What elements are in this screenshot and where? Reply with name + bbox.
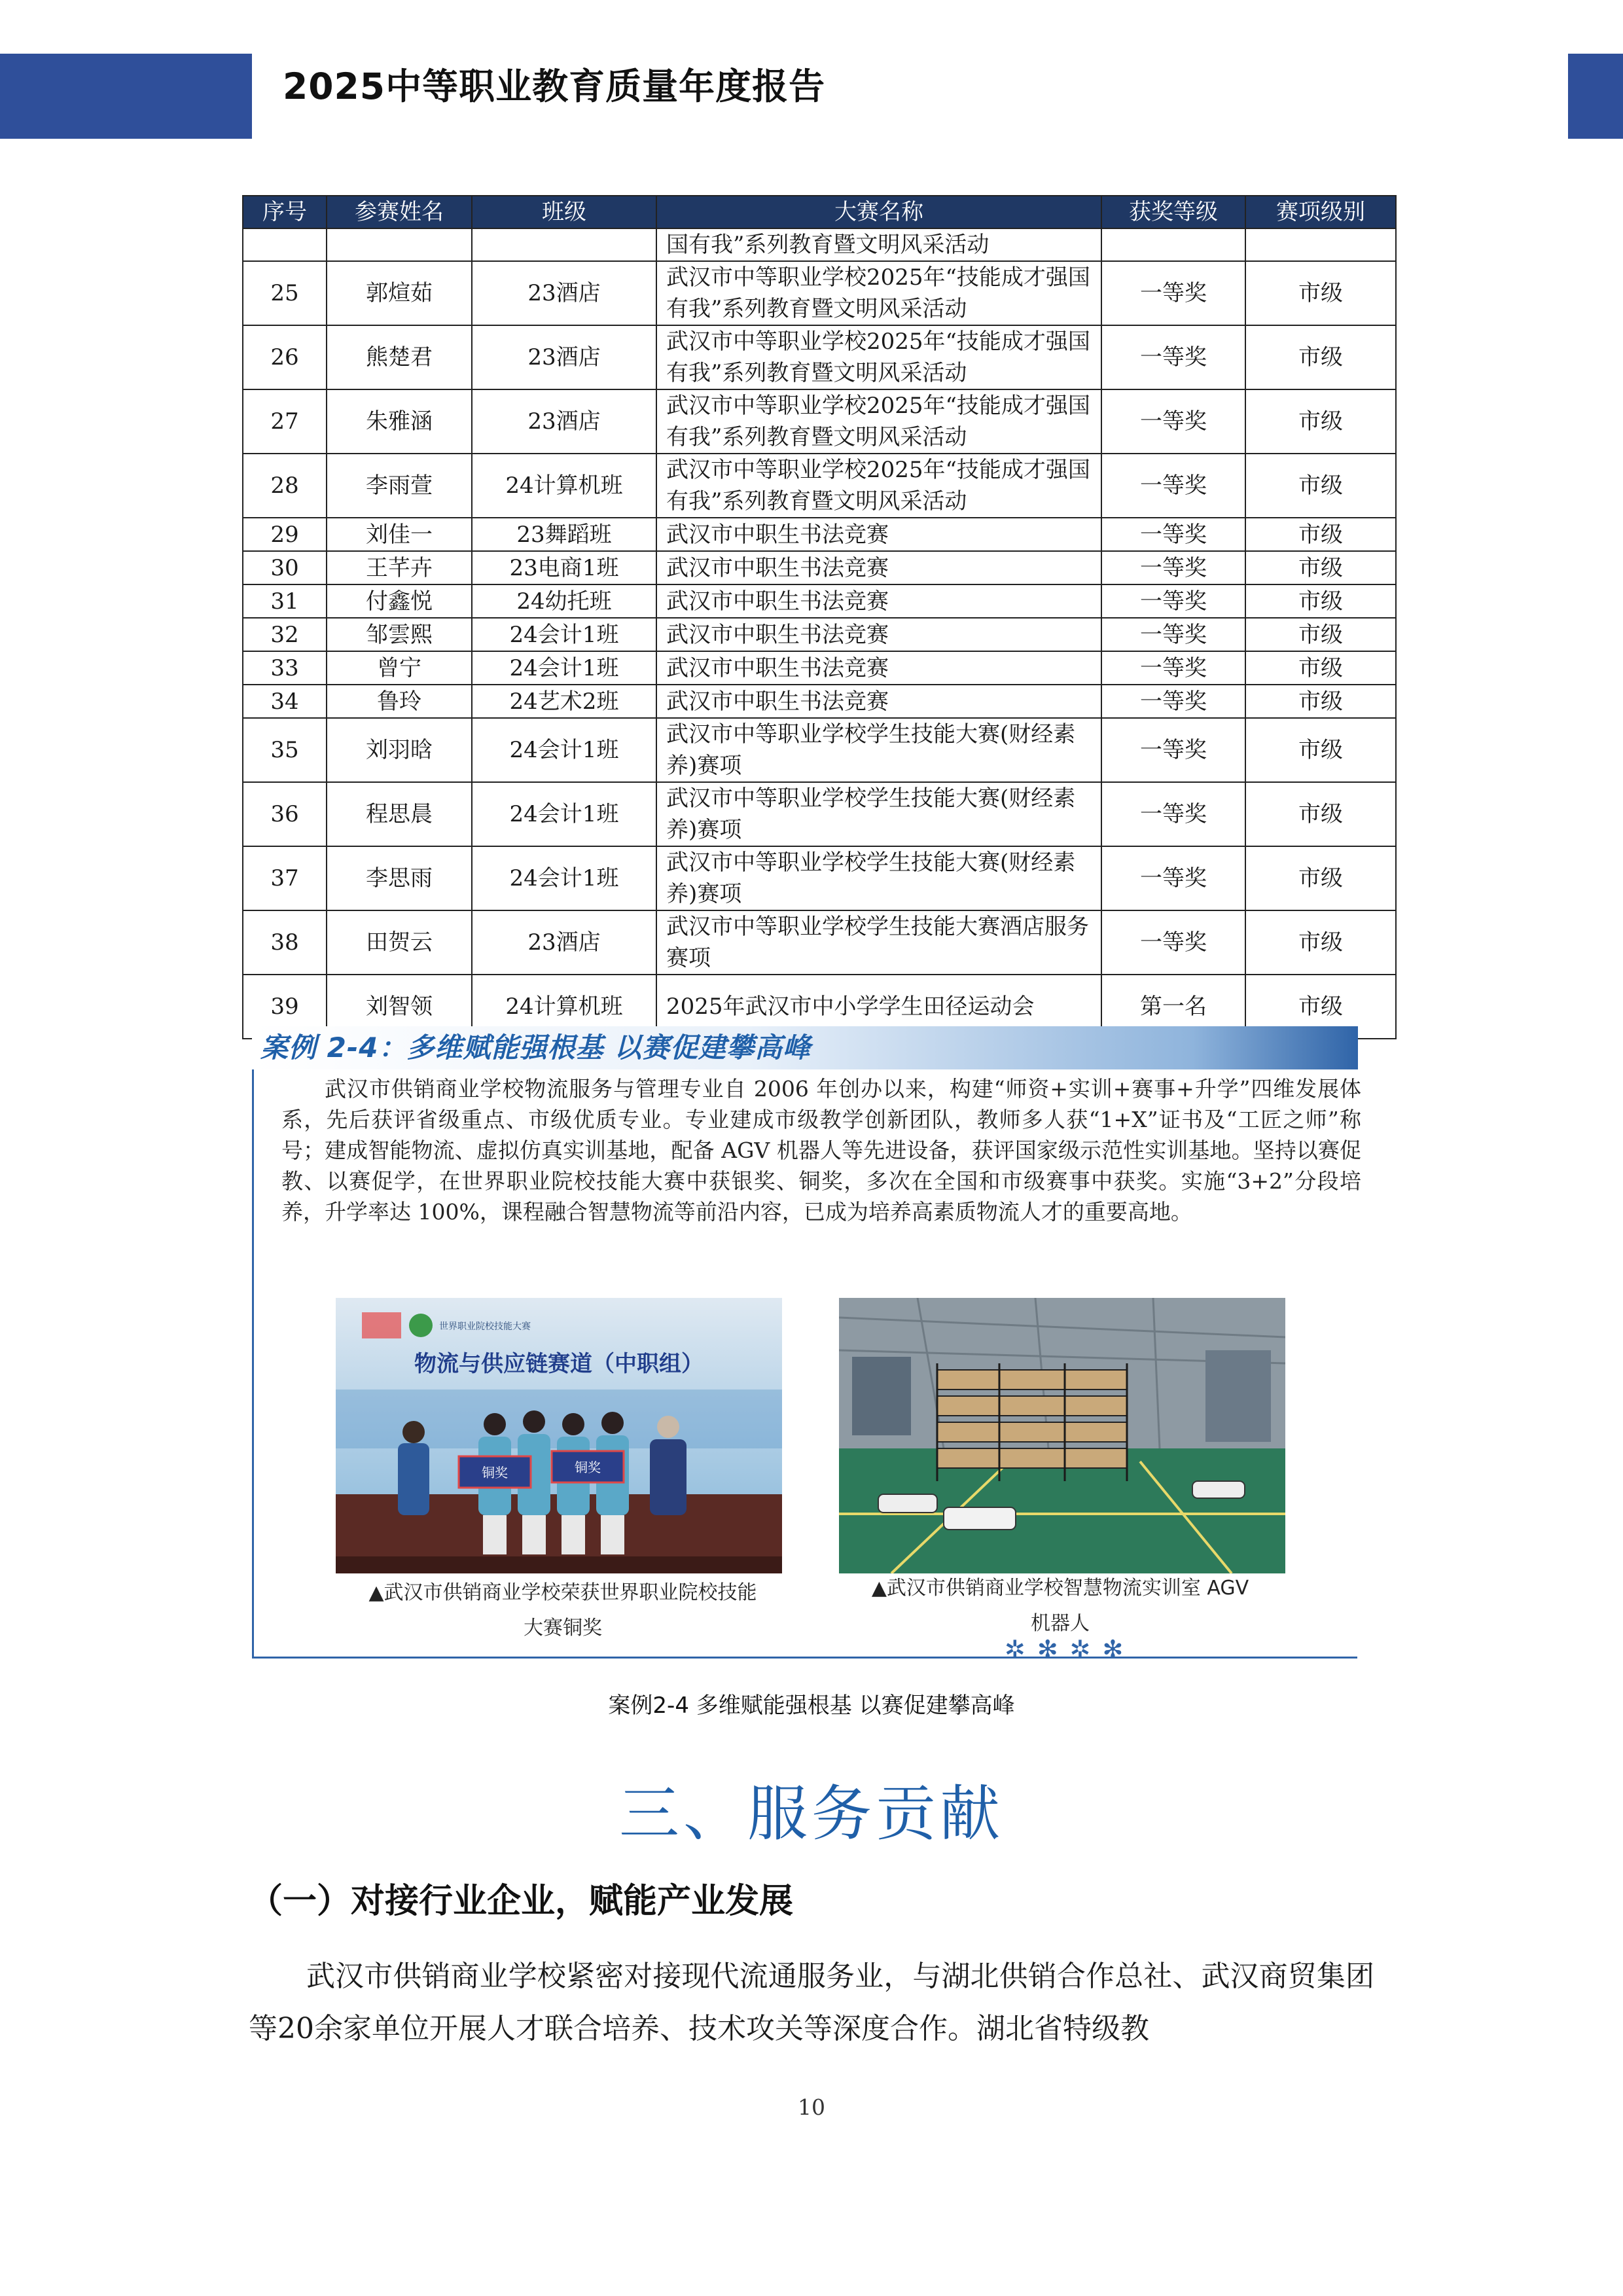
- photo2-caption-line1: ▲武汉市供销商业学校智慧物流实训室 AGV: [871, 1577, 1249, 1600]
- cell-level: 市级: [1245, 261, 1396, 325]
- cell-class: [472, 228, 656, 261]
- cell-no: 25: [243, 261, 327, 325]
- cell-name: 邹雲熙: [327, 618, 472, 651]
- logo-text: 世界职业院校技能大赛: [439, 1321, 531, 1332]
- cell-no: 26: [243, 325, 327, 389]
- table-row: [243, 518, 1396, 551]
- cell-event: 武汉市中职生书法竞赛: [656, 551, 1101, 584]
- cell-name: 程思晨: [327, 782, 472, 846]
- cell-event: 武汉市中等职业学校2025年“技能成才强国有我”系列教育暨文明风采活动: [656, 325, 1101, 389]
- cell-name: 田贺云: [327, 910, 472, 975]
- cell-class: 23酒店: [472, 910, 656, 975]
- agv-robot-3: [1192, 1481, 1245, 1498]
- cell-name: 李雨萱: [327, 454, 472, 518]
- cell-class: 24计算机班: [472, 975, 656, 1039]
- cell-level: 市级: [1245, 846, 1396, 910]
- award-ceremony-photo: [336, 1298, 782, 1573]
- agv-robot-1: [878, 1494, 937, 1513]
- cell-event: 武汉市中职生书法竞赛: [656, 518, 1101, 551]
- cell-name: 王芊卉: [327, 551, 472, 584]
- cell-no: 29: [243, 518, 327, 551]
- cell-name: 熊楚君: [327, 325, 472, 389]
- cell-class: 24会计1班: [472, 846, 656, 910]
- cell-event: 武汉市中等职业学校学生技能大赛酒店服务赛项: [656, 910, 1101, 975]
- cell-level: 市级: [1245, 518, 1396, 551]
- cell-class: 24会计1班: [472, 618, 656, 651]
- cell-award: 一等奖: [1101, 910, 1245, 975]
- agv-robot-2: [944, 1507, 1016, 1530]
- table-row: [243, 454, 1396, 518]
- cell-level: 市级: [1245, 782, 1396, 846]
- cell-event: 武汉市中等职业学校2025年“技能成才强国有我”系列教育暨文明风采活动: [656, 454, 1101, 518]
- cell-award: 一等奖: [1101, 518, 1245, 551]
- cell-event: 武汉市中职生书法竞赛: [656, 618, 1101, 651]
- photo2-caption-line2: 机器人: [1031, 1612, 1090, 1635]
- photo2-caption: [851, 1571, 1270, 1641]
- col-header-name: 参赛姓名: [327, 196, 472, 228]
- stage-banner-text: 物流与供应链赛道（中职组）: [414, 1351, 704, 1377]
- cell-name: 朱雅涵: [327, 389, 472, 454]
- cell-name: 刘佳一: [327, 518, 472, 551]
- cell-event: 国有我”系列教育暨文明风采活动: [656, 228, 1101, 261]
- table-row: [243, 910, 1396, 975]
- cell-no: 35: [243, 718, 327, 782]
- header-band-left: [0, 54, 252, 139]
- cell-name: 李思雨: [327, 846, 472, 910]
- case-text: 武汉市供销商业学校物流服务与管理专业自 2006 年创办以来，构建“师资+实训+赛事+升学”四维发展体系，先后获评省级重点、市级优质专业。专业建成市级教学创新团队，教师多人获“1+X”证书及“工匠之师”称号；建成智能物流、虚拟仿真实训基地，配备 AGV 机器人等先进设备，获评国家级示范性实训基地。坚持以赛促教、以赛促学，在世界职业院校技能大赛中获银奖、铜奖，多次在全国和市级赛事中获奖。实施“3+2”分段培养，升学率达 100%，课程融合智慧物流等前沿内容，已成为培养高素质物流人才的重要高地。: [281, 1076, 1361, 1225]
- cell-award: 一等奖: [1101, 325, 1245, 389]
- photo1-caption-line2: 大赛铜奖: [524, 1617, 602, 1640]
- cell-level: 市级: [1245, 454, 1396, 518]
- cell-class: 24艺术2班: [472, 685, 656, 718]
- cell-no: 34: [243, 685, 327, 718]
- cell-class: 23舞蹈班: [472, 518, 656, 551]
- cell-name: 刘智领: [327, 975, 472, 1039]
- cell-event: 武汉市中等职业学校2025年“技能成才强国有我”系列教育暨文明风采活动: [656, 389, 1101, 454]
- decorative-flower-icons: ✲✻✲✻: [1005, 1635, 1135, 1664]
- cell-event: 2025年武汉市中小学学生田径运动会: [656, 975, 1101, 1039]
- col-header-level: 赛项级别: [1245, 196, 1396, 228]
- cell-name: 付鑫悦: [327, 584, 472, 618]
- cell-class: 23酒店: [472, 389, 656, 454]
- cell-level: 市级: [1245, 718, 1396, 782]
- table-row: [243, 651, 1396, 685]
- report-title: 2025中等职业教育质量年度报告: [283, 65, 826, 107]
- cell-no: 38: [243, 910, 327, 975]
- cell-no: 27: [243, 389, 327, 454]
- table-header-row: [243, 196, 1396, 228]
- cell-level: 市级: [1245, 584, 1396, 618]
- cell-event: 武汉市中职生书法竞赛: [656, 584, 1101, 618]
- photo1-caption-line1: ▲武汉市供销商业学校荣获世界职业院校技能: [368, 1581, 757, 1604]
- table-row: [243, 584, 1396, 618]
- awards-table: [242, 195, 1397, 1039]
- award-board-1: 铜奖: [482, 1465, 508, 1480]
- cell-name: [327, 228, 472, 261]
- table-row: [243, 389, 1396, 454]
- cell-event: 武汉市中等职业学校2025年“技能成才强国有我”系列教育暨文明风采活动: [656, 261, 1101, 325]
- table-row: [243, 718, 1396, 782]
- cell-name: 刘羽晗: [327, 718, 472, 782]
- cell-no: 31: [243, 584, 327, 618]
- cell-event: 武汉市中职生书法竞赛: [656, 651, 1101, 685]
- cell-no: 39: [243, 975, 327, 1039]
- table-row: [243, 782, 1396, 846]
- table-row: [243, 618, 1396, 651]
- cell-level: 市级: [1245, 389, 1396, 454]
- table-row: [243, 846, 1396, 910]
- table-row: [243, 551, 1396, 584]
- cell-award: 一等奖: [1101, 651, 1245, 685]
- award-board-2: 铜奖: [575, 1460, 601, 1475]
- cell-award: 一等奖: [1101, 389, 1245, 454]
- cell-level: 市级: [1245, 551, 1396, 584]
- cell-award: 一等奖: [1101, 551, 1245, 584]
- cell-level: 市级: [1245, 685, 1396, 718]
- cell-award: 一等奖: [1101, 782, 1245, 846]
- cell-award: 一等奖: [1101, 685, 1245, 718]
- cell-no: 37: [243, 846, 327, 910]
- cell-award: [1101, 228, 1245, 261]
- cell-level: 市级: [1245, 910, 1396, 975]
- cell-class: 24会计1班: [472, 718, 656, 782]
- cell-class: 24会计1班: [472, 782, 656, 846]
- cell-level: 市级: [1245, 325, 1396, 389]
- page-number: 10: [798, 2094, 825, 2120]
- table-row: [243, 685, 1396, 718]
- cell-name: 曾宁: [327, 651, 472, 685]
- header-band-right: [1568, 54, 1623, 139]
- agv-warehouse-photo: [839, 1298, 1285, 1573]
- cell-award: 一等奖: [1101, 718, 1245, 782]
- cell-award: 一等奖: [1101, 584, 1245, 618]
- cell-class: 24会计1班: [472, 651, 656, 685]
- table-row: [243, 261, 1396, 325]
- col-header-award: 获奖等级: [1101, 196, 1245, 228]
- cell-award: 一等奖: [1101, 261, 1245, 325]
- cell-name: 鲁玲: [327, 685, 472, 718]
- cell-award: 一等奖: [1101, 454, 1245, 518]
- section-title: 三、服务贡献: [618, 1779, 1004, 1849]
- cell-event: 武汉市中等职业学校学生技能大赛(财经素养)赛项: [656, 718, 1101, 782]
- cell-level: 市级: [1245, 618, 1396, 651]
- cell-name: 郭煊茹: [327, 261, 472, 325]
- cell-event: 武汉市中职生书法竞赛: [656, 685, 1101, 718]
- subsection-title: （一）对接行业企业，赋能产业发展: [249, 1882, 794, 1921]
- cell-award: 一等奖: [1101, 618, 1245, 651]
- cell-level: 市级: [1245, 975, 1396, 1039]
- cell-class: 23酒店: [472, 261, 656, 325]
- photo1-caption: [340, 1575, 785, 1646]
- cell-no: 33: [243, 651, 327, 685]
- cell-level: 市级: [1245, 651, 1396, 685]
- col-header-class: 班级: [472, 196, 656, 228]
- col-header-event: 大赛名称: [656, 196, 1101, 228]
- cell-class: 24幼托班: [472, 584, 656, 618]
- cell-no: 36: [243, 782, 327, 846]
- table-row-continuation: [243, 228, 1396, 261]
- cell-award: 第一名: [1101, 975, 1245, 1039]
- case-figure-caption: 案例2-4 多维赋能强根基 以赛促建攀高峰: [608, 1693, 1015, 1719]
- cell-no: 32: [243, 618, 327, 651]
- case-title: 案例 2-4：多维赋能强根基 以赛促建攀高峰: [260, 1031, 812, 1064]
- body-paragraph: 武汉市供销商业学校紧密对接现代流通服务业，与湖北供销合作总社、武汉商贸集团等20余家单位开展人才联合培养、技术攻关等深度合作。湖北省特级教: [249, 1960, 1374, 2045]
- cell-event: 武汉市中等职业学校学生技能大赛(财经素养)赛项: [656, 782, 1101, 846]
- col-header-no: 序号: [243, 196, 327, 228]
- cell-no: 28: [243, 454, 327, 518]
- cell-no: 30: [243, 551, 327, 584]
- cell-award: 一等奖: [1101, 846, 1245, 910]
- table-row: [243, 325, 1396, 389]
- cell-class: 24计算机班: [472, 454, 656, 518]
- cell-class: 23酒店: [472, 325, 656, 389]
- cell-class: 23电商1班: [472, 551, 656, 584]
- cell-no: [243, 228, 327, 261]
- cell-event: 武汉市中等职业学校学生技能大赛(财经素养)赛项: [656, 846, 1101, 910]
- cell-level: [1245, 228, 1396, 261]
